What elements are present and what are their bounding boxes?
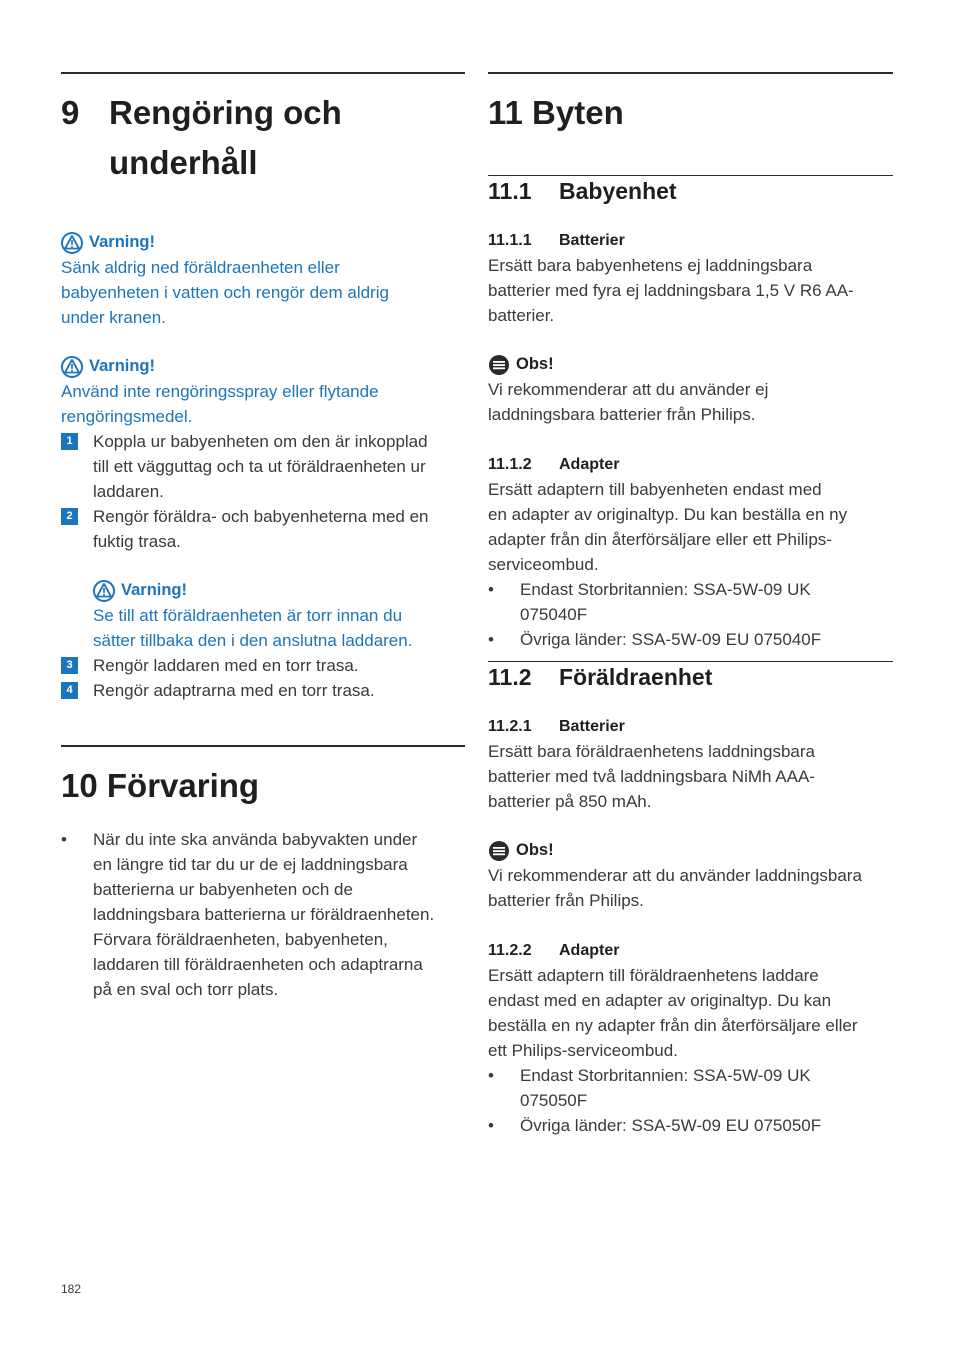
note-text: Vi rekommenderar att du använder laddningsbara batterier från Philips. <box>488 866 862 910</box>
warning-triangle-icon <box>61 232 83 254</box>
subsection-heading: 11.1.1 Batterier <box>488 232 625 249</box>
warning-triangle-icon <box>93 580 115 602</box>
step-number-badge: 4 <box>61 682 78 699</box>
warning-text: Se till att föräldraenheten är torr innan du sätter tillbaka den i den anslutna laddaren. <box>93 606 413 650</box>
chapter-9-heading <box>61 88 465 188</box>
note-heading: Obs! <box>488 352 893 377</box>
subsection-heading: 11.2.1 Batterier <box>488 718 625 735</box>
section-11-2-heading: 11.2 Föräldraenhet <box>488 664 713 690</box>
bullet-marker: • <box>488 630 494 649</box>
step-text: Rengör föräldra- och babyenheterna med en fuktig trasa. <box>93 507 429 551</box>
body-text: Ersätt bara föräldraenhetens laddningsbara batterier med två laddningsbara NiMh AAA- batterier på 850 mAh. <box>488 742 815 811</box>
warning-heading: Varning! <box>61 354 465 379</box>
list-item <box>488 1063 893 1113</box>
step-item <box>61 653 465 678</box>
note-icon <box>488 354 510 376</box>
step-item <box>61 504 465 554</box>
warning-heading: Varning! <box>93 578 465 603</box>
list-item <box>488 577 893 627</box>
step-number-badge: 2 <box>61 508 78 525</box>
section-11-1-heading: 11.1 Babyenhet <box>488 178 677 204</box>
chapter-rule <box>488 72 893 74</box>
warning-text: Sänk aldrig ned föräldraenheten eller babyenheten i vatten och rengör dem aldrig under kranen. <box>61 258 389 327</box>
step-text: Koppla ur babyenheten om den är inkopplad till ett vägguttag och ta ut föräldraenheten ur laddaren. <box>93 432 428 501</box>
step-number-badge: 3 <box>61 657 78 674</box>
chapter-rule <box>61 745 465 747</box>
body-text: Ersätt adaptern till föräldraenhetens laddare endast med en adapter av originaltyp. Du kan beställa en ny adapter från din återförsäljare eller ett Philips-serviceombud. <box>488 966 858 1060</box>
list-item-text: Endast Storbritannien: SSA-5W-09 UK 075040F <box>520 580 811 624</box>
body-text: Ersätt adaptern till babyenheten endast med en adapter av originaltyp. Du kan beställa en ny adapter från din återförsäljare eller ett Philips- serviceombud. <box>488 480 848 574</box>
step-item <box>61 678 465 703</box>
chapter-number: 9 <box>61 94 80 131</box>
right-column <box>488 72 893 1138</box>
bullet-marker: • <box>488 580 494 599</box>
nested-warning <box>61 578 465 653</box>
body-text: Ersätt bara babyenhetens ej laddningsbara batterier med fyra ej laddningsbara 1,5 V R6 AA- batterier. <box>488 256 854 325</box>
bullet-marker: • <box>488 1066 494 1085</box>
list-item <box>61 827 465 1002</box>
step-text: Rengör adaptrarna med en torr trasa. <box>93 681 375 700</box>
list-item-text: Endast Storbritannien: SSA-5W-09 UK 075050F <box>520 1066 811 1110</box>
note-text: Vi rekommenderar att du använder ej laddningsbara batterier från Philips. <box>488 380 769 424</box>
list-item-text: Övriga länder: SSA-5W-09 EU 075050F <box>520 1116 822 1135</box>
list-item <box>488 1113 893 1138</box>
chapter-11-heading: 11 Byten <box>488 94 624 131</box>
warning-text: Använd inte rengöringsspray eller flytande rengöringsmedel. <box>61 382 379 426</box>
page-number: 182 <box>61 1282 82 1296</box>
bullet-marker: • <box>61 830 67 849</box>
subsection-heading: 11.2.2 Adapter <box>488 942 620 959</box>
chapter-title: Rengöring och underhåll <box>109 94 342 181</box>
list-item <box>488 627 893 652</box>
bullet-marker: • <box>488 1116 494 1135</box>
note-heading: Obs! <box>488 838 893 863</box>
list-item-text: Övriga länder: SSA-5W-09 EU 075040F <box>520 630 822 649</box>
warning-triangle-icon <box>61 356 83 378</box>
chapter-10-heading: 10 Förvaring <box>61 767 260 804</box>
chapter-rule <box>61 72 465 74</box>
step-text: Rengör laddaren med en torr trasa. <box>93 656 359 675</box>
step-number-badge: 1 <box>61 433 78 450</box>
warning-heading: Varning! <box>61 230 465 255</box>
subsection-heading: 11.1.2 Adapter <box>488 456 620 473</box>
step-item <box>61 429 465 504</box>
note-icon <box>488 840 510 862</box>
left-column <box>61 72 465 1002</box>
list-item-text: När du inte ska använda babyvakten under en längre tid tar du ur de ej laddningsbara batterierna ur babyenheten och de laddningsbara batterierna ur föräldraenheten. Förvara föräldraenheten, babyenheten, laddaren till föräldraenheten och adaptrarna på en sval och torr plats. <box>93 830 435 999</box>
